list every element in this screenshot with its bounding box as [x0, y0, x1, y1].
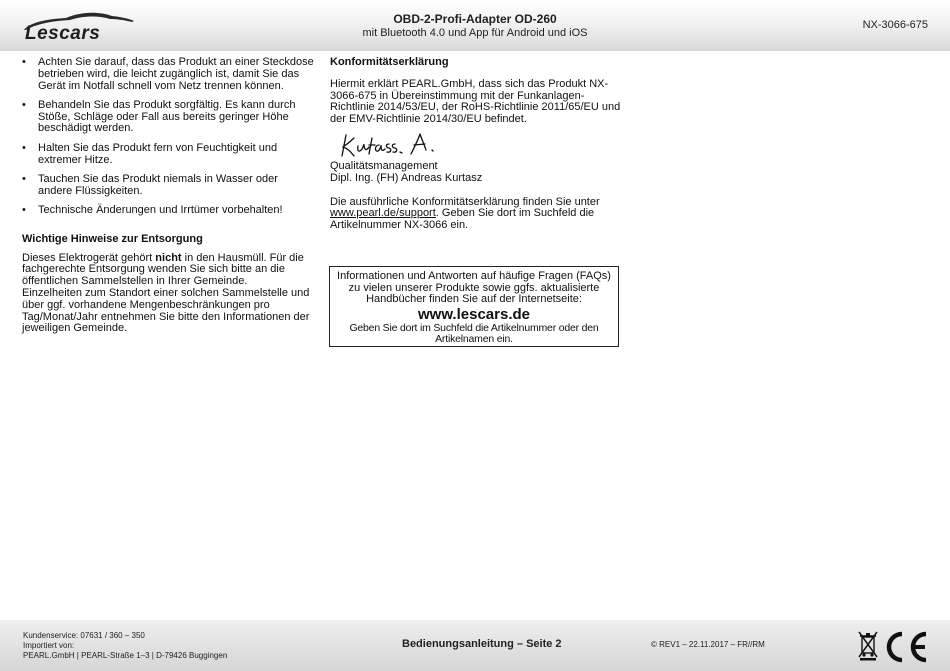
list-item — [22, 143, 314, 167]
disposal-emphasis: nicht — [155, 251, 182, 264]
disposal-paragraph-2: Einzelheiten zum Standort einer solchen Sammelstelle und über ggf. vorhandene Mengenbeschränkungen pro Tag/Monat/Jahr entnehmen Sie bitte den Informationen der jeweiligen Gemeinde. — [22, 286, 310, 335]
footer-contact — [23, 631, 227, 661]
disposal-heading: Wichtige Hinweise zur Entsorgung — [22, 232, 203, 245]
details-text-start: Die ausführliche Konformitätserklärung finden Sie unter — [330, 195, 600, 208]
right-column — [330, 57, 622, 232]
list-item-text: Achten Sie darauf, dass das Produkt an einer Steckdose betrieben wird, die leicht zugänglich ist, damit Sie das Gerät im Notfall schnell vom Netz trennen können. — [38, 56, 314, 92]
importer-address: PEARL.GmbH | PEARL-Straße 1–3 | D-79426 Buggingen — [23, 651, 228, 660]
pearl-support-link[interactable]: www.pearl.de/support — [330, 207, 436, 220]
lescars-logo — [20, 8, 138, 44]
logo-text: Lescars — [25, 23, 101, 44]
list-item — [22, 205, 314, 217]
disposal-paragraph — [22, 253, 314, 288]
conformity-paragraph: Hiermit erklärt PEARL.GmbH, dass sich das Produkt NX-3066-675 in Übereinstimmung mit der Funkanlagen-Richtlinie 2014/53/EU, der RoHS-Richtlinie 2011/65/EU und der EMV-Richtlinie 2014/30/EU befindet. — [330, 77, 621, 126]
disposal-text-start: Dieses Elektrogerät gehört — [22, 251, 156, 264]
signature-icon — [332, 132, 452, 158]
bullet-icon: • — [22, 172, 26, 185]
list-item-text: Technische Änderungen und Irrtümer vorbehalten! — [38, 203, 283, 216]
safety-bullet-list — [22, 57, 314, 217]
details-text-end: . Geben Sie dort im Suchfeld die Artikelnummer NX-3066 ein. — [330, 207, 595, 232]
page-footer — [0, 620, 950, 671]
bullet-icon: • — [22, 141, 26, 154]
faq-search-hint: Geben Sie dort im Suchfeld die Artikelnummer oder den Artikelnamen ein. — [349, 321, 599, 346]
list-item-text: Halten Sie das Produkt fern von Feuchtigkeit und extremer Hitze. — [38, 141, 278, 166]
list-item — [22, 57, 314, 92]
article-number: NX-3066-675 — [862, 19, 928, 31]
imported-label: Importiert von: — [23, 641, 75, 650]
document-subtitle: mit Bluetooth 4.0 und App für Android und iOS — [362, 27, 588, 39]
signer-name: Dipl. Ing. (FH) Andreas Kurtasz — [330, 171, 483, 184]
left-column — [22, 57, 314, 335]
page-header — [0, 0, 950, 51]
bullet-icon: • — [22, 56, 26, 68]
list-item-text: Behandeln Sie das Produkt sorgfältig. Es kann durch Stöße, Schläge oder Fall aus bereits geringer Höhe beschädigt werden. — [38, 98, 296, 135]
conformity-details-paragraph — [330, 197, 622, 232]
lescars-website-link[interactable]: www.lescars.de — [417, 305, 530, 323]
list-item — [22, 174, 314, 198]
conformity-heading: Konformitätserklärung — [330, 56, 449, 68]
faq-info-box — [329, 266, 619, 347]
ce-mark-icon — [882, 631, 930, 663]
bullet-icon: • — [22, 98, 26, 111]
faq-intro-text: Informationen und Antworten auf häufige Fragen (FAQs) zu vielen unserer Produkte sowie ggfs. aktualisierte Handbücher finden Sie auf der Internetseite: — [337, 270, 611, 306]
list-item-text: Tauchen Sie das Produkt niemals in Wasser oder andere Flüssigkeiten. — [38, 172, 278, 197]
bullet-icon: • — [22, 203, 26, 216]
list-item — [22, 100, 314, 135]
page-label: Bedienungsanleitung – Seite 2 — [402, 638, 562, 650]
weee-bin-icon — [857, 629, 879, 661]
disposal-text-end: in den Hausmüll. Für die fachgerechte Entsorgung wenden Sie sich bitte an die öffentlichen Sammelstellen in Ihrer Gemeinde. — [22, 251, 304, 288]
revision-info: © REV1 – 22.11.2017 – FR//RM — [651, 640, 765, 649]
document-title: OBD-2-Profi-Adapter OD-260 — [393, 12, 557, 26]
customer-service: Kundenservice: 07631 / 360 – 350 — [23, 631, 145, 640]
signer-role: Qualitätsmanagement — [330, 159, 438, 172]
